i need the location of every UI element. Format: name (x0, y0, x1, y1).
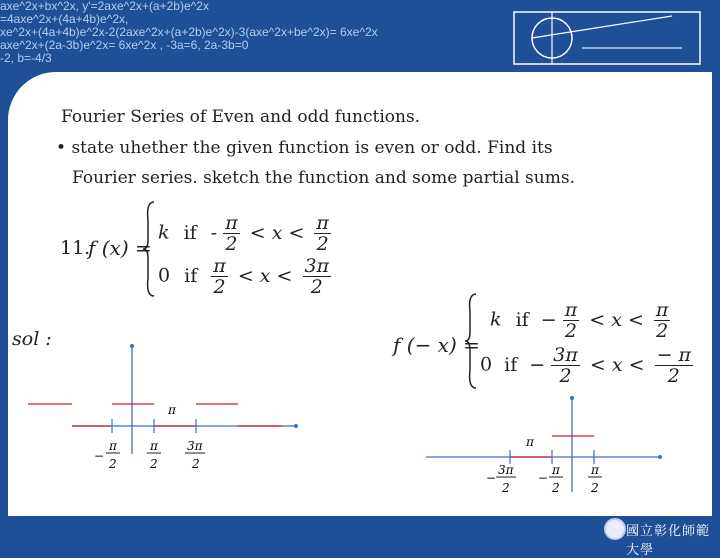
bullet-text: state uhether the given function is even or odd. Find its (71, 138, 553, 158)
case1: k if - $\frac{\pi}{2}$ < x < $\frac{\pi}{2}$ (158, 212, 329, 255)
case1-lower-fraction: $\frac{\pi}{2}$ (225, 212, 238, 255)
f-label: f (x) = (88, 236, 152, 260)
neg-case2-lower-fraction: $\frac{3\pi}{2}$ (553, 344, 578, 387)
neg-case2-if: if (504, 353, 518, 376)
svg-text:−: − (538, 471, 549, 485)
case1-upper-fraction: $\frac{\pi}{2}$ (316, 212, 329, 255)
bullet-continuation: Fourier series. sketch the function and some partial sums. (72, 168, 575, 188)
graph-f-neg (420, 392, 670, 502)
svg-text:3π: 3π (498, 463, 514, 477)
neg-case1: k if − $\frac{\pi}{2}$ < x < $\frac{\pi}{2}$ (490, 299, 669, 342)
university-name: 國立彰化師範大學 (626, 524, 711, 558)
neg-case2-upper-fraction: $\frac{- \pi}{2}$ (656, 344, 692, 387)
left-brace (142, 200, 156, 298)
svg-text:2: 2 (591, 481, 599, 495)
solution-label: sol : (12, 328, 52, 350)
right-brace (464, 292, 478, 390)
bg-formula-line: -2, b=-4/3 (0, 51, 52, 65)
svg-text:3π: 3π (187, 439, 203, 453)
decorative-geometry (512, 8, 702, 68)
neg-case2: 0 if − $\frac{3\pi}{2}$ < x < $\frac{- \pi}{2}$ (480, 344, 692, 387)
graph-fneg-tick-labels (486, 463, 602, 495)
bg-formula-line: =4axe^2x+(4a+4b)e^2x, (0, 12, 129, 26)
bg-formula-line: axe^2x+(2a-3b)e^2x= 6xe^2x , -3a=6, 2a-3b=0 (0, 38, 249, 52)
svg-text:−: − (486, 471, 497, 485)
svg-text:π: π (109, 439, 117, 453)
graph-fneg-pi-label: π (526, 435, 534, 449)
neg-case1-if: if (515, 308, 529, 331)
neg-case1-upper-fraction: $\frac{\pi}{2}$ (655, 299, 669, 342)
bullet-item (56, 138, 553, 158)
svg-text:−: − (94, 449, 105, 463)
graph-f-pi-label: π (168, 403, 176, 417)
svg-text:π: π (591, 463, 599, 477)
case1-value: k (158, 221, 170, 244)
neg-case1-lower-fraction: $\frac{\pi}{2}$ (564, 299, 578, 342)
case2-upper-fraction: $\frac{3\pi}{2}$ (304, 255, 330, 298)
svg-text:π: π (552, 463, 560, 477)
neg-case1-value: k (490, 308, 502, 331)
svg-text:2: 2 (109, 457, 117, 471)
bg-formula-line: xe^2x+(4a+4b)e^2x-2(2axe^2x+(a+2b)e^2x)-3(axe^2x+be^2x)= 6xe^2x (0, 25, 378, 39)
svg-text:π: π (150, 439, 158, 453)
svg-text:2: 2 (552, 481, 560, 495)
problem-number: 11. (60, 237, 91, 259)
graph-f-tick-labels (94, 439, 205, 471)
svg-text:2: 2 (192, 457, 200, 471)
case1-if: if (183, 221, 197, 244)
svg-text:2: 2 (150, 457, 158, 471)
graph-f (20, 336, 310, 486)
case2-lower-fraction: $\frac{\pi}{2}$ (213, 255, 226, 298)
svg-text:2: 2 (502, 481, 510, 495)
case2: 0 if $\frac{\pi}{2}$ < x < $\frac{3\pi}{2}$ (158, 255, 330, 298)
f-neg-label: f (− x) = (393, 333, 480, 357)
bg-formula-line: axe^2x+bx^2x, y'=2axe^2x+(a+2b)e^2x (0, 0, 209, 13)
case2-if: if (184, 264, 198, 287)
slide-title: Fourier Series of Even and odd functions. (61, 107, 421, 127)
bullet-dot-icon: • (56, 138, 67, 158)
case2-value: 0 (158, 264, 171, 287)
neg-case2-value: 0 (480, 353, 493, 376)
university-logo-icon (604, 518, 626, 540)
